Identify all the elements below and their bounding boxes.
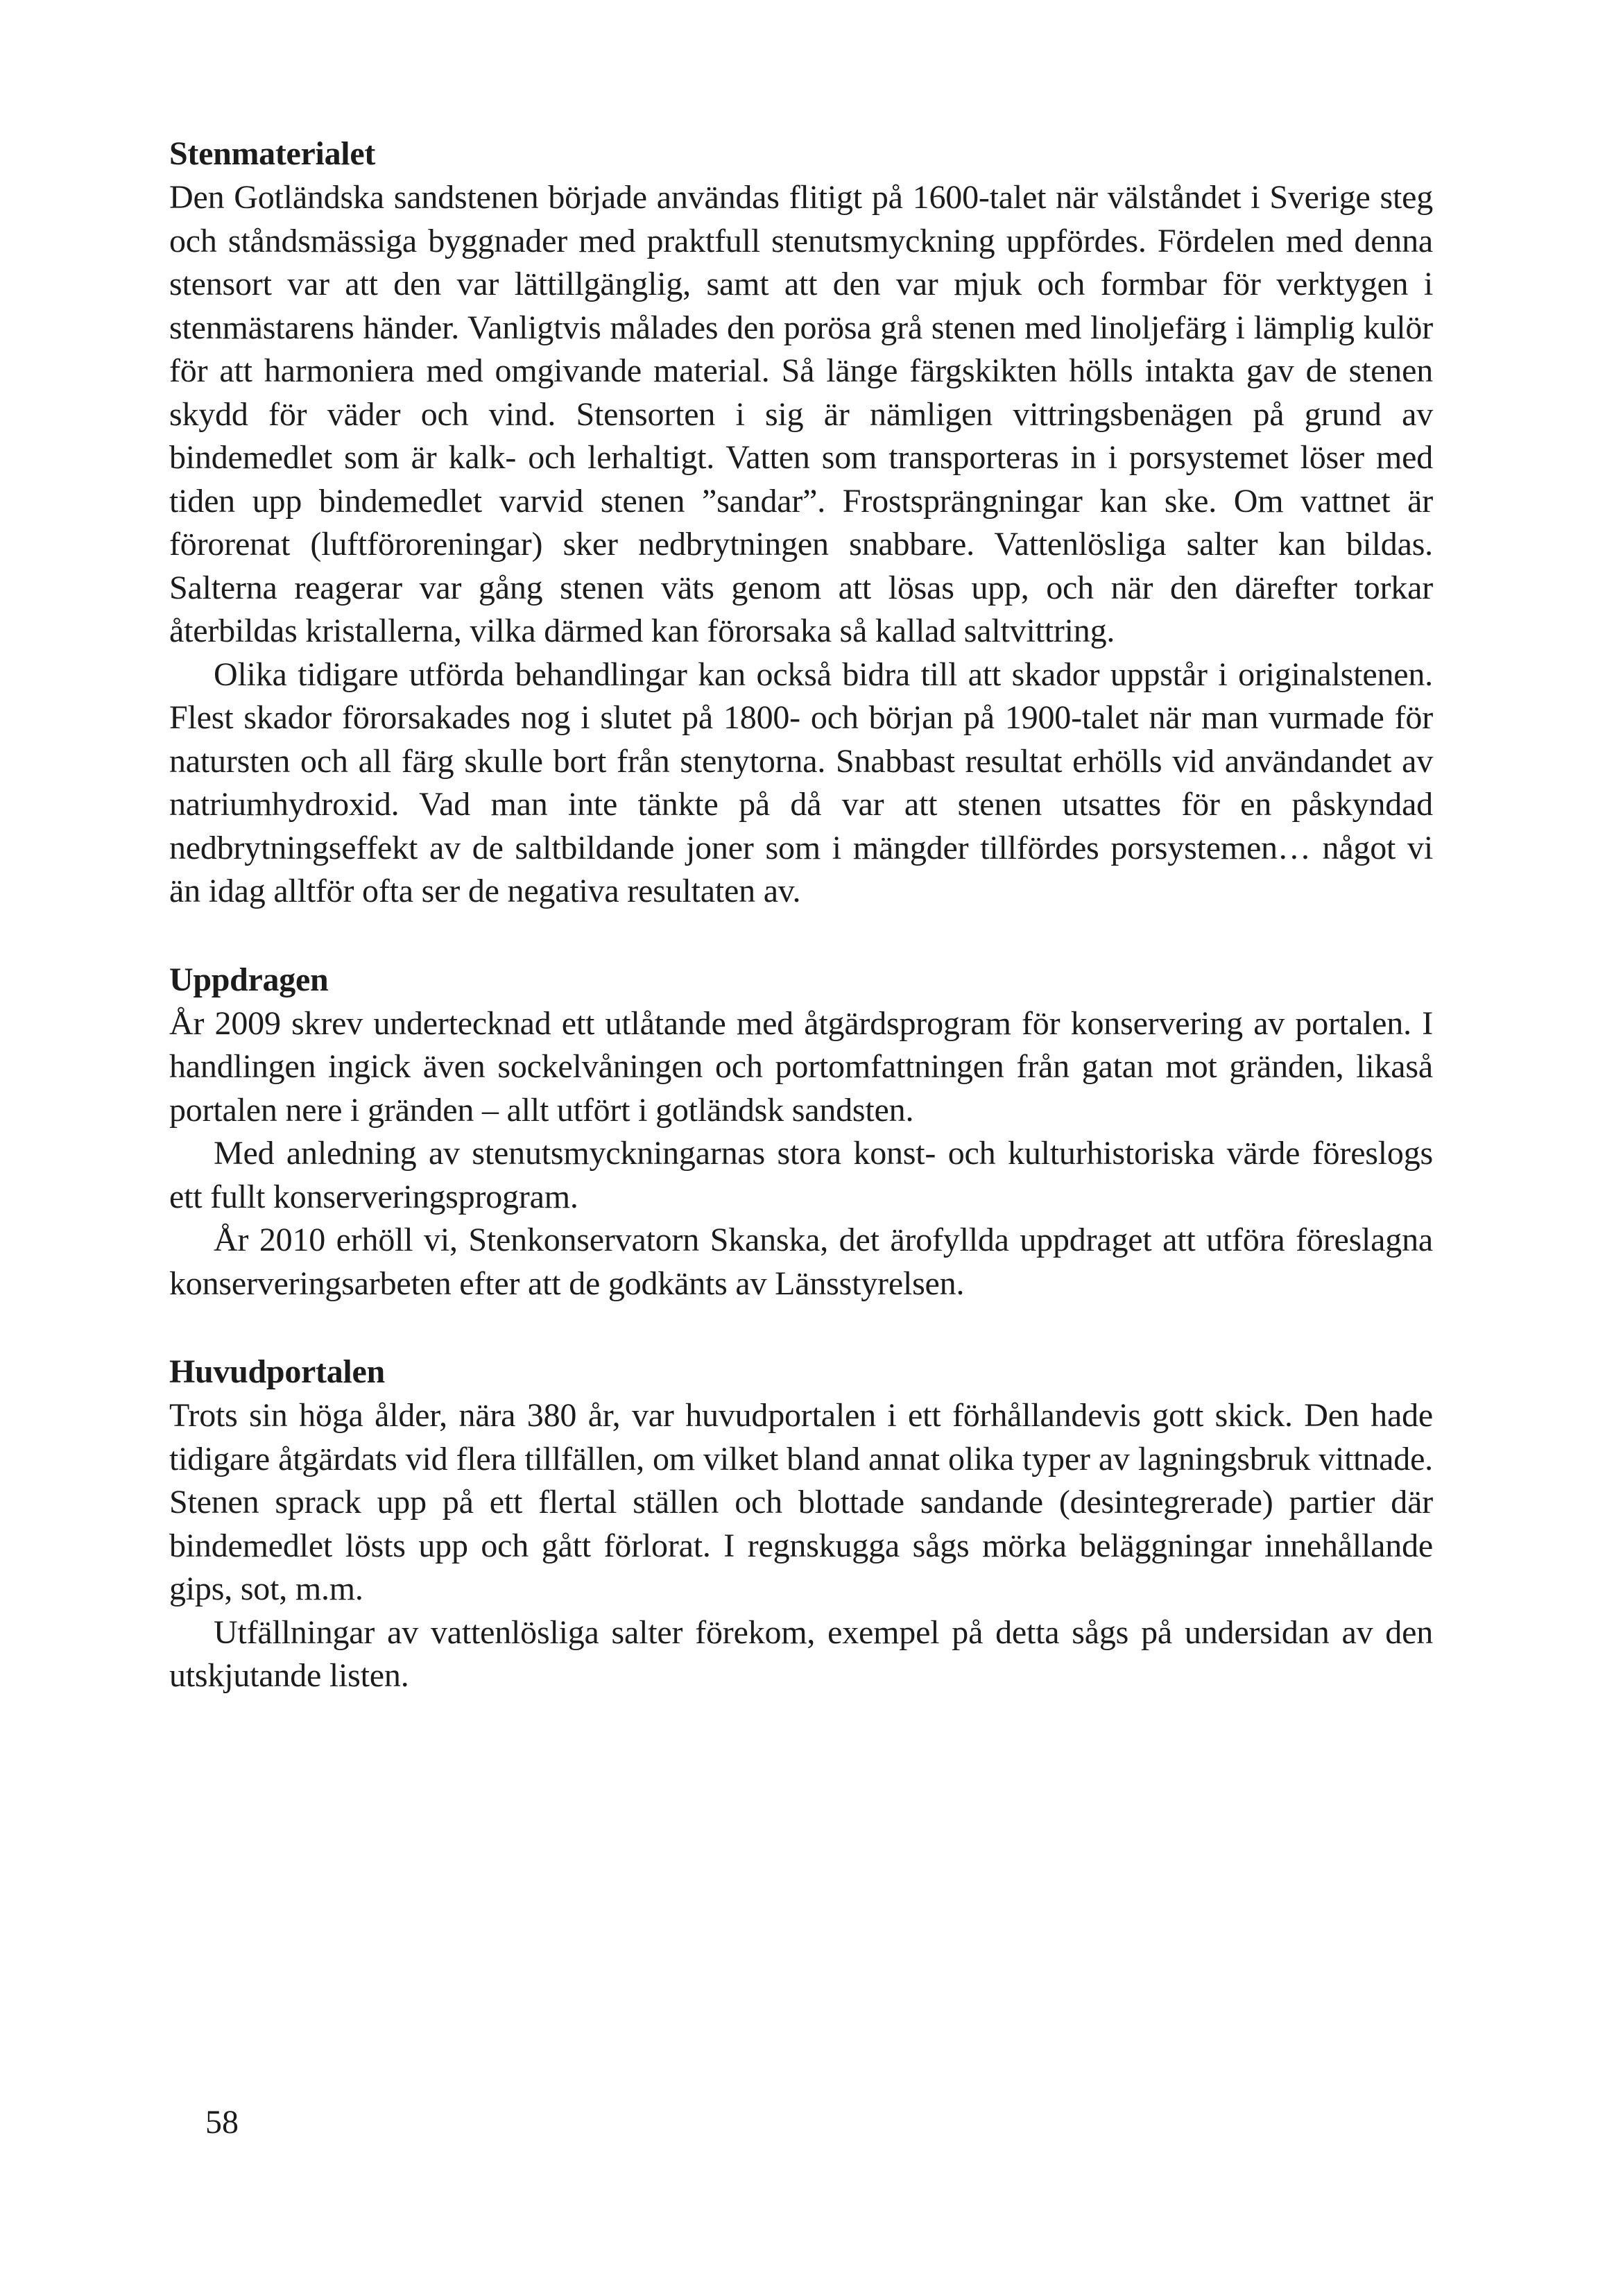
section-heading: Stenmaterialet <box>169 135 376 172</box>
paragraph: Trots sin höga ålder, nära 380 år, var huvudportalen i ett förhållandevis gott skick. Den hade tidigare åtgärdats vid flera tillfällen, om vilket bland annat olika typer av lagningsbruk vittnade. Stenen sprack upp på ett flertal ställen och blottade sandande (desintegrerade) partier där bindemedlet lösts upp och gått förlorat. I regnskugga sågs mörka beläggningar innehållande gips, sot, m.m. <box>169 1397 1433 1607</box>
section-stenmaterialet <box>169 132 1433 914</box>
paragraph: Med anledning av stenutsmyckningarnas stora konst- och kulturhistoriska värde föreslogs ett fullt konserveringsprogram. <box>169 1135 1433 1215</box>
paragraph: År 2010 erhöll vi, Stenkonservatorn Skanska, det ärofyllda uppdraget att utföra föreslagna konserveringsarbeten efter att de godkänts av Länsstyrelsen. <box>169 1222 1433 1302</box>
section-heading: Uppdragen <box>169 961 329 998</box>
paragraph: Olika tidigare utförda behandlingar kan också bidra till att skador uppstår i originalstenen. Flest skador förorsakades nog i slutet på 1800- och början på 1900-talet när man vurmade för natursten och all färg skulle bort från stenytorna. Snabbast resultat erhölls vid användandet av natriumhydroxid. Vad man inte tänkte på då var att stenen utsattes för en påskyndad nedbrytningseffekt av de saltbildande joner som i mängder tillfördes porsystemen… något vi än idag alltför ofta ser de negativa resultaten av. <box>169 656 1433 909</box>
paragraph: Den Gotländska sandstenen började användas flitigt på 1600-talet när välståndet i Sverige steg och ståndsmässiga byggnader med praktfull stenutsmyckning uppfördes. Fördelen med denna stensort var att den var lättillgänglig, samt att den var mjuk och formbar för verktygen i stenmästarens händer. Vanligtvis målades den porösa grå stenen med linoljefärg i lämplig kulör för att harmoniera med omgivande material. Så länge färgskikten hölls intakta gav de stenen skydd för väder och vind. Stensorten i sig är nämligen vittringsbenägen på grund av bindemedlet som är kalk- och lerhaltigt. Vatten som transporteras in i porsystemet löser med tiden upp bindemedlet varvid stenen ”sandar”. Frostsprängningar kan ske. Om vattnet är förorenat (luftföroreningar) sker nedbrytningen snabbare. Vattenlösliga salter kan bildas. Salterna reagerar var gång stenen väts genom att lösas upp, och när den därefter torkar återbildas kristallerna, vilka därmed kan förorsaka så kallad saltvittring. <box>169 179 1433 649</box>
section-heading: Huvudportalen <box>169 1353 385 1390</box>
section-uppdragen <box>169 958 1433 1306</box>
paragraph: År 2009 skrev undertecknad ett utlåtande med åtgärdsprogram för konservering av portalen. I handlingen ingick även sockelvåningen och portomfattningen från gatan mot gränden, likaså portalen nere i gränden – allt utfört i gotländsk sandsten. <box>169 1004 1433 1129</box>
paragraph: Utfällningar av vattenlösliga salter förekom, exempel på detta sågs på undersidan av den utskjutande listen. <box>169 1613 1433 1694</box>
page-number: 58 <box>205 2104 239 2141</box>
page-body <box>169 132 1433 1698</box>
section-huvudportalen <box>169 1350 1433 1698</box>
